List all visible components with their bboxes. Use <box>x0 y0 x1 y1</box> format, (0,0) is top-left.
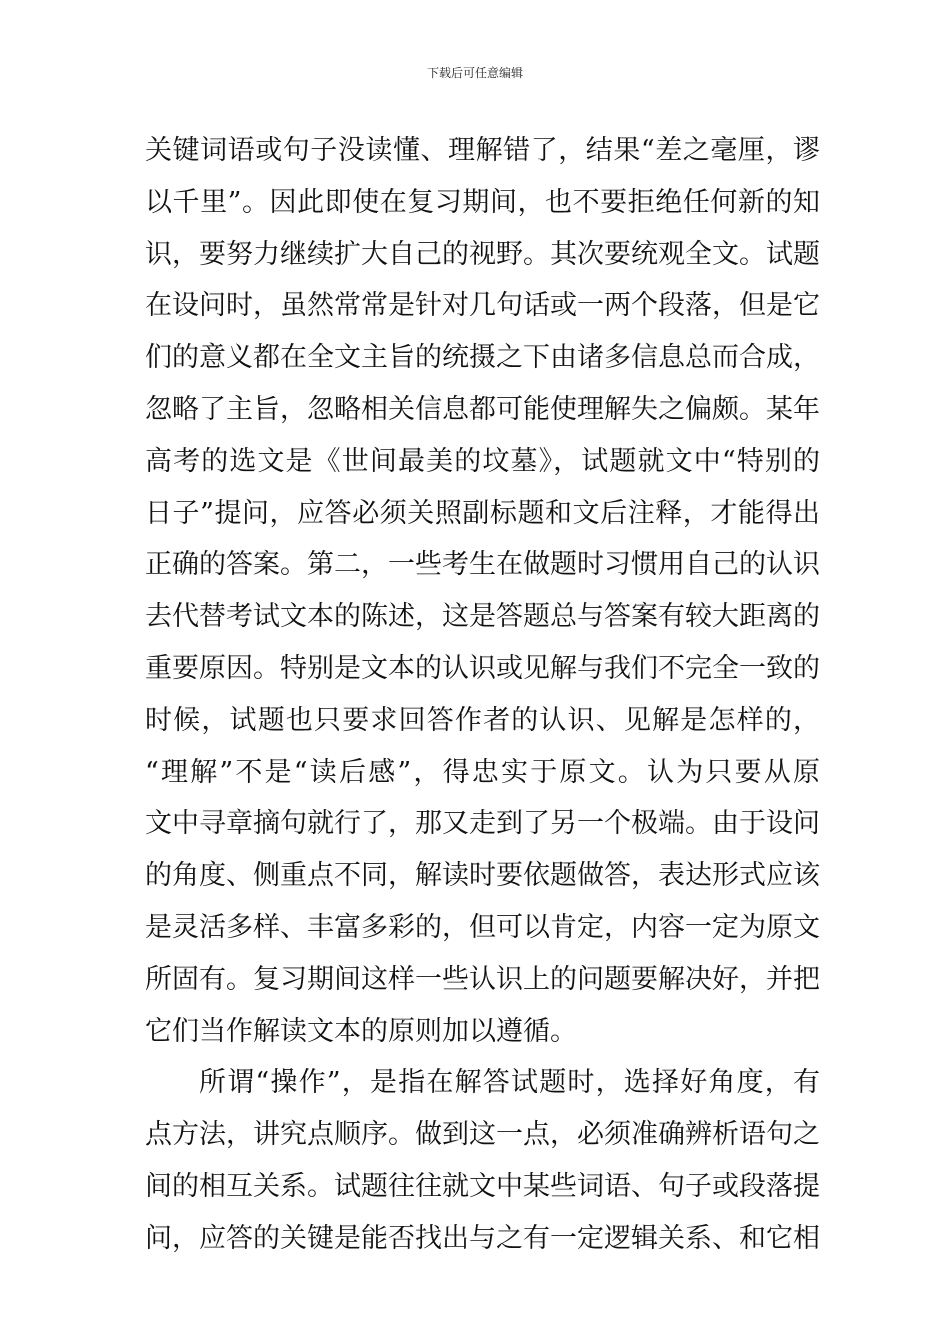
text-line: 日子”提问，应答必须关照副标题和文后注释，才能得出 <box>145 497 820 529</box>
text-line: 重要原因。特别是文本的认识或见解与我们不完全一致的 <box>145 652 820 684</box>
text-line: 时候，试题也只要求回答作者的认识、见解是怎样的， <box>145 704 820 736</box>
paragraph-1 <box>145 125 820 1057</box>
text-line: 关键词语或句子没读懂、理解错了，结果“差之毫厘，谬 <box>145 135 820 166</box>
text-line: 去代替考试文本的陈述，这是答题总与答案有较大距离的 <box>145 601 820 633</box>
text-line: 的角度、侧重点不同，解读时要依题做答，表达形式应该 <box>145 860 820 892</box>
text-line: 问，应答的关键是能否找出与之有一定逻辑关系、和它相 <box>145 1222 820 1254</box>
text-line: 们的意义都在全文主旨的统摄之下由诸多信息总而合成， <box>145 342 820 374</box>
text-line: 它们当作解读文本的原则加以遵循。 <box>145 1015 577 1047</box>
body-text <box>145 125 820 1265</box>
text-line: 所谓“操作”，是指在解答试题时，选择好角度，有 <box>199 1067 820 1099</box>
text-line: 是灵活多样、丰富多彩的，但可以肯定，内容一定为原文 <box>145 911 820 943</box>
page-header: 下载后可任意编辑 <box>426 66 523 80</box>
text-line: “理解”不是“读后感”，得忠实于原文。认为只要从原 <box>145 756 820 788</box>
text-line: 以千里”。因此即使在复习期间，也不要拒绝任何新的知 <box>145 186 820 218</box>
text-line: 忽略了主旨，忽略相关信息都可能使理解失之偏颇。某年 <box>145 393 820 425</box>
text-line: 在设问时，虽然常常是针对几句话或一两个段落，但是它 <box>145 290 820 322</box>
paragraph-2 <box>145 1057 820 1264</box>
text-line: 高考的选文是《世间最美的坟墓》，试题就文中“特别的 <box>145 445 820 477</box>
text-line: 点方法，讲究点顺序。做到这一点，必须准确辨析语句之 <box>145 1119 820 1151</box>
text-line: 文中寻章摘句就行了，那又走到了另一个极端。由于设问 <box>145 808 820 840</box>
text-line: 识，要努力继续扩大自己的视野。其次要统观全文。试题 <box>145 238 820 270</box>
text-line: 间的相互关系。试题往往就文中某些词语、句子或段落提 <box>145 1170 820 1202</box>
text-line: 所固有。复习期间这样一些认识上的问题要解决好，并把 <box>145 963 820 995</box>
text-line: 正确的答案。第二，一些考生在做题时习惯用自己的认识 <box>145 549 820 581</box>
